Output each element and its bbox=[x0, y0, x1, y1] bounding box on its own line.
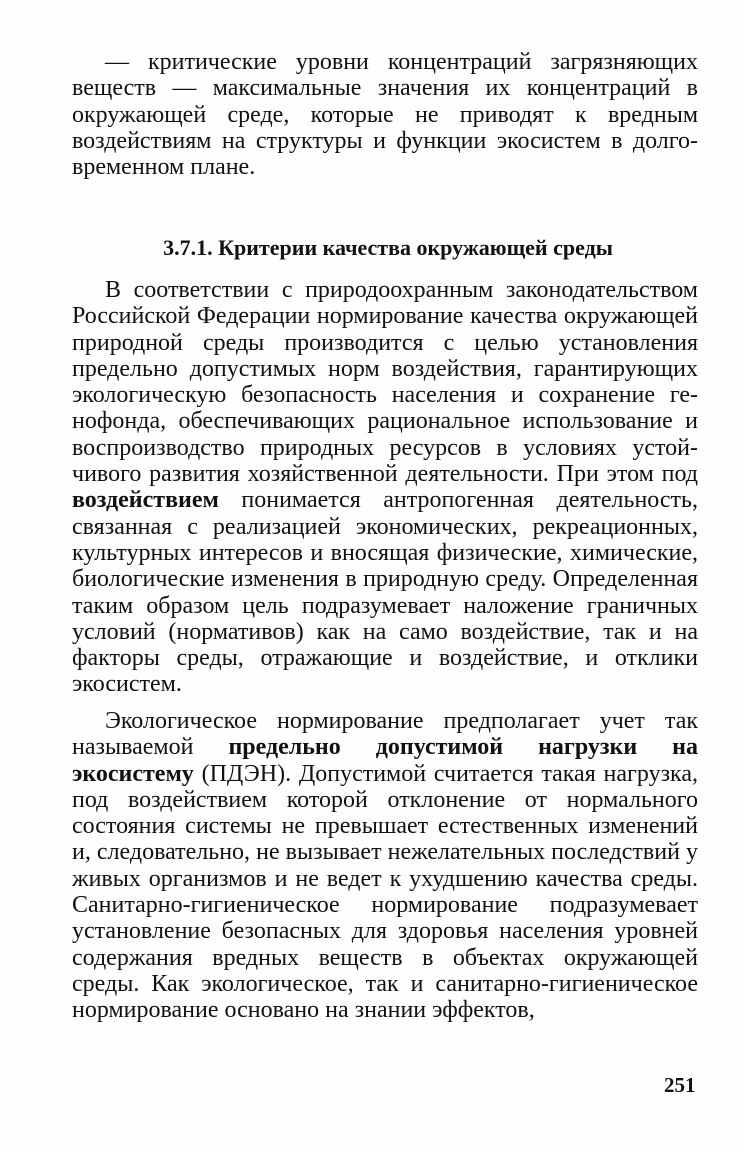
page-number: 251 bbox=[664, 1073, 696, 1097]
term-impact: воздействием bbox=[72, 487, 219, 514]
paragraph-2-text-start: Экологическое нормирование предполагает учет так называемой bbox=[72, 708, 698, 761]
term-max-permissible-load: предельно допустимой нагрузки на экосистему bbox=[72, 734, 698, 787]
paragraph-2-text-end: (ПДЭН). Допустимой считается такая нагрузка, под воздействием которой отклонение от нормального состояния системы не превышает естественных изменений и, следовательно, не вызывает нежелательных последствий у живых организмов и не ведет к ухудшению качества среды. Санитарно-гигиеническое нормирование подразумевает установление безопасных для здоровья населения уровней содержания вредных веществ в объектах окружающей среды. Как экологическое, так и санитарно-гигиеническое нормирование основано на знании эффектов, bbox=[72, 760, 698, 1024]
paragraph-critical-levels: — критические уровни концентраций загрязняющих веществ — максимальные значения их концентраций в окружающей среде, которые не приводят к вредным воздействиям на структуры и функции экосистем в долговременном плане. bbox=[72, 49, 698, 181]
section-heading: 3.7.1. Критерии качества окружающей среды bbox=[163, 235, 613, 260]
paragraph-environmental-quality bbox=[72, 277, 698, 698]
paragraph-ecological-normalization bbox=[72, 708, 698, 1024]
paragraph-1-text-start: В соответствии с природоохранным законодательством Российской Федерации нормирование качества окружающей природной среды производится с целью установления предельно допустимых норм воздействия, гарантирующих экологическую безопасность населения и сохранение генофонда, обеспечивающих рациональное использование и воспроизводство природных ресурсов в условиях устойчивого развития хозяйственной деятельности. При этом под bbox=[72, 277, 698, 488]
paragraph-1-text-end: понимается антропогенная деятельность, связанная с реализацией экономических, рекреационных, культурных интересов и вносящая физические, химические, биологические изменения в природную среду. Определенная таким образом цель подразумевает наложение граничных условий (нормативов) как на само воздействие, так и на факторы среды, отражающие и воздействие, и отклики экосистем. bbox=[72, 487, 698, 698]
